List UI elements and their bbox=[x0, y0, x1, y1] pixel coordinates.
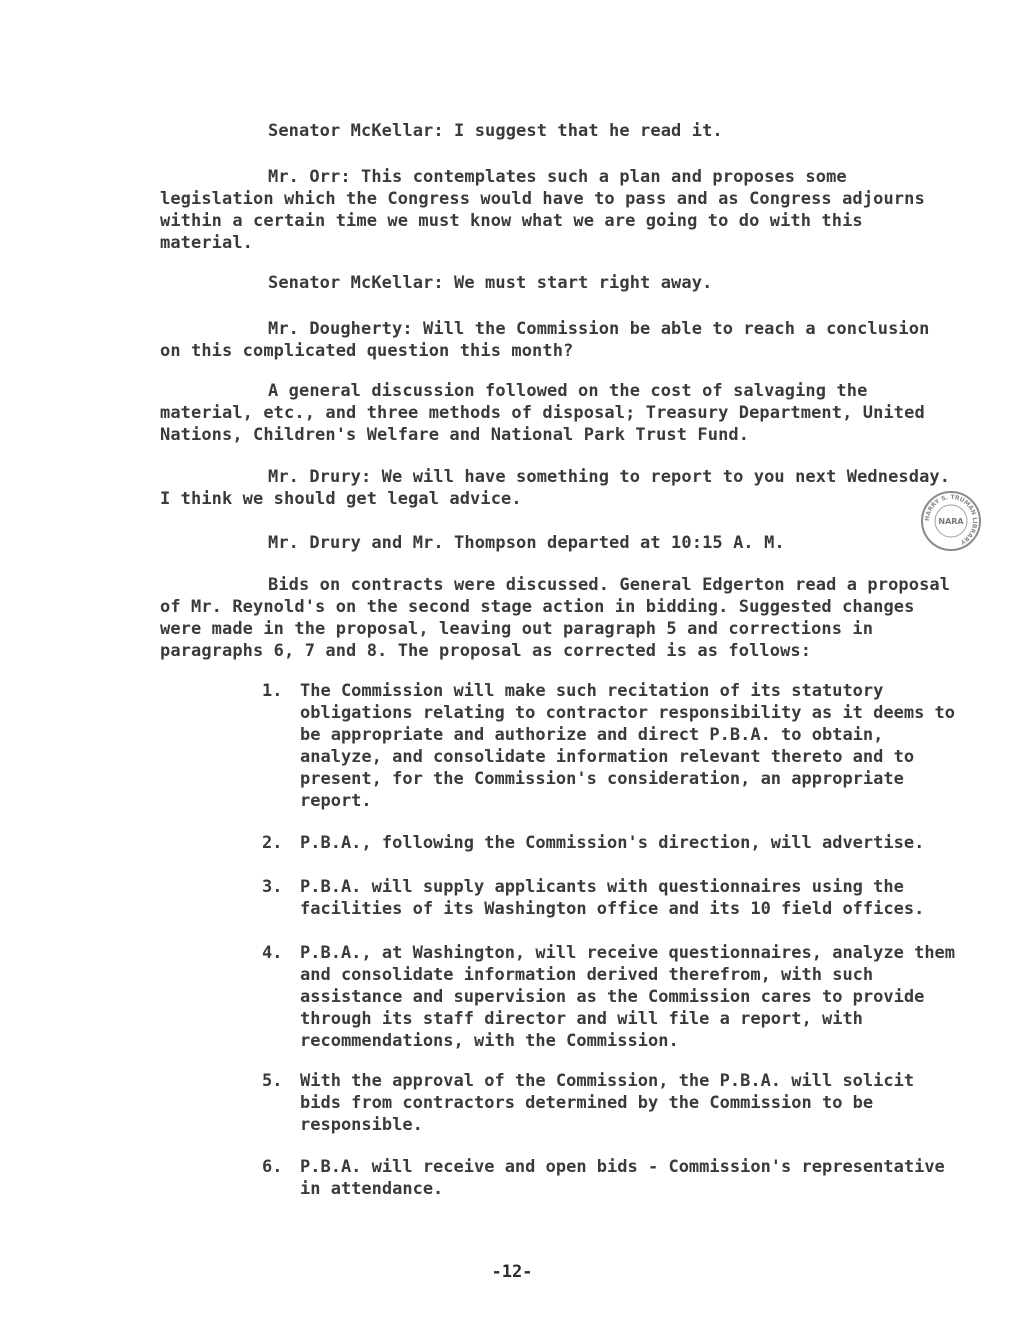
list-item-text: P.B.A. will supply applicants with questionnaires using the facilities of its Washington office and its 10 field offices. bbox=[300, 877, 925, 919]
list-item-text: P.B.A., at Washington, will receive questionnaires, analyze them and consolidate information derived therefrom, with such assistance and supervision as the Commission cares to provide through its staff director and will file a report, with recommendations, with the Commission. bbox=[300, 943, 956, 1051]
list-item-number: 4. bbox=[262, 943, 283, 963]
list-item bbox=[262, 876, 962, 920]
paragraph-general-discussion: A general discussion followed on the cost of salvaging the material, etc., and three methods of disposal; Treasury Department, United Nations, Children's Welfare and National Park Trust Fund. bbox=[160, 381, 925, 445]
list-item bbox=[262, 942, 962, 1052]
list-item bbox=[262, 1156, 962, 1200]
page-number: -12- bbox=[491, 1262, 533, 1282]
stamp-ring-text: HARRY S. TRUMAN LIBRARY bbox=[923, 493, 979, 546]
list-item-number: 6. bbox=[262, 1157, 283, 1177]
list-item-text: The Commission will make such recitation of its statutory obligations relating to contractor responsibility as it deems to be appropriate and authorize and direct P.B.A. to obtain, analyze, and consolidate information relevant thereto and to present, for the Commission's consideration, an appropriate report. bbox=[300, 681, 956, 811]
list-item-number: 5. bbox=[262, 1071, 283, 1091]
list-item-number: 3. bbox=[262, 877, 283, 897]
paragraph-dougherty: Mr. Dougherty: Will the Commission be able to reach a conclusion on this complicated question this month? bbox=[160, 319, 930, 361]
paragraph-orr: Mr. Orr: This contemplates such a plan and proposes some legislation which the Congress would have to pass and as Congress adjourns within a certain time we must know what we are going to do with this material. bbox=[160, 167, 925, 253]
paragraph-mckellar-suggest: Senator McKellar: I suggest that he read it. bbox=[268, 121, 723, 141]
list-item-number: 2. bbox=[262, 833, 283, 853]
paragraph-drury-report: Mr. Drury: We will have something to report to you next Wednesday. I think we should get legal advice. bbox=[160, 467, 951, 509]
paragraph-mckellar-start: Senator McKellar: We must start right away. bbox=[268, 273, 713, 293]
list-item-text: P.B.A., following the Commission's direction, will advertise. bbox=[300, 833, 925, 853]
paragraph-bids: Bids on contracts were discussed. General Edgerton read a proposal of Mr. Reynold's on the second stage action in bidding. Suggested changes were made in the proposal, leaving out paragraph 5 and corrections in paragraphs 6, 7 and 8. The proposal as corrected is as follows: bbox=[160, 575, 951, 661]
paragraph-departed: Mr. Drury and Mr. Thompson departed at 10:15 A. M. bbox=[268, 533, 785, 553]
list-item-number: 1. bbox=[262, 681, 283, 701]
list-item bbox=[262, 832, 962, 854]
list-item bbox=[262, 680, 962, 812]
stamp-text: NARA bbox=[938, 517, 964, 526]
list-item-text: P.B.A. will receive and open bids - Commission's representative in attendance. bbox=[300, 1157, 945, 1199]
library-stamp-icon bbox=[920, 490, 982, 552]
list-item bbox=[262, 1070, 962, 1136]
list-item-text: With the approval of the Commission, the P.B.A. will solicit bids from contractors determined by the Commission to be responsible. bbox=[300, 1071, 915, 1135]
